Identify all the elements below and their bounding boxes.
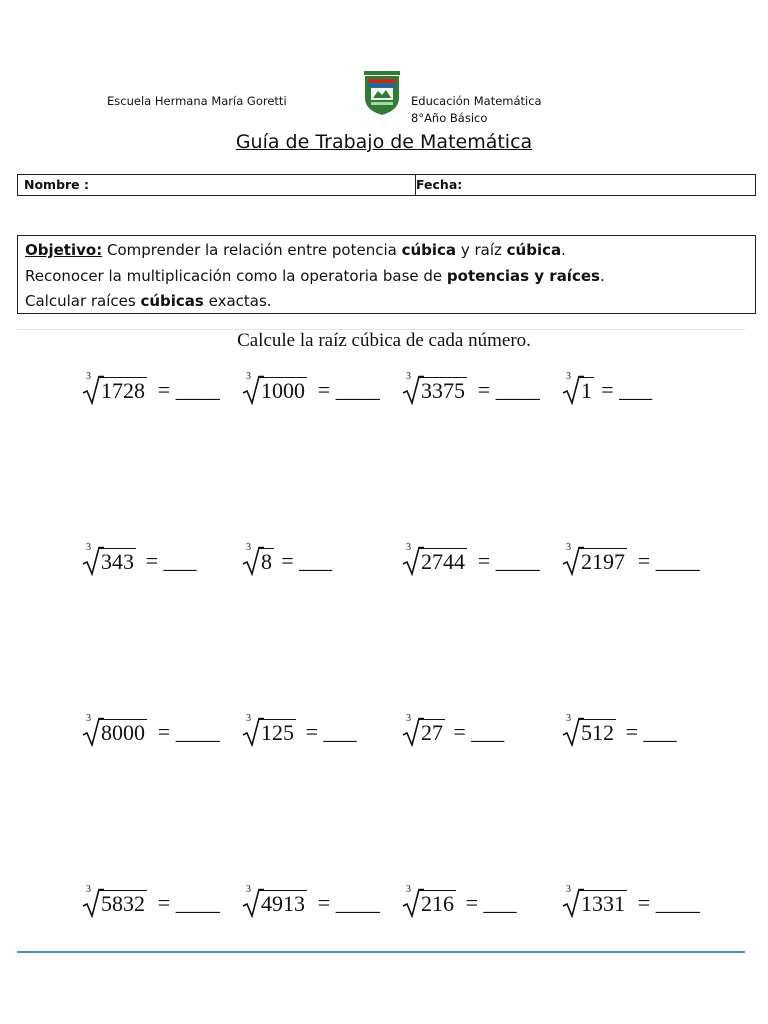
answer-blank[interactable]: = ___ [625,719,677,744]
root-index: 3 [86,542,91,553]
school-crest-icon [363,70,401,116]
objective-emphasis: cúbica [401,241,457,259]
answer-blank[interactable]: = ____ [157,719,220,744]
radicand: 4913 [261,891,305,916]
radicand: 2744 [421,549,465,574]
radicand: 1000 [261,378,305,403]
radicand: 2197 [581,549,625,574]
root-index: 3 [566,371,571,382]
answer-blank[interactable]: = ___ [601,377,653,402]
answer-blank[interactable]: = ____ [637,548,700,573]
radicand: 125 [261,720,294,745]
answer-blank[interactable]: = ____ [317,890,380,915]
school-name: Escuela Hermana María Goretti [107,94,287,108]
date-label: Fecha: [416,177,463,192]
answer-blank[interactable]: = ____ [477,548,540,573]
grade-label: 8°Año Básico [411,111,488,125]
objective-emphasis: potencias y raíces [446,266,600,285]
radicand: 27 [421,720,443,745]
objective-text: Comprender la relación entre potencia [102,241,402,259]
root-index: 3 [406,713,411,724]
answer-blank[interactable]: = ____ [637,890,700,915]
name-label: Nombre : [24,177,90,192]
page-title: Guía de Trabajo de Matemática [235,131,533,153]
objective-emphasis: cúbica [506,241,562,259]
radicand: 512 [581,720,614,745]
root-index: 3 [246,542,251,553]
radicand: 1 [581,378,592,403]
student-info-table [17,174,756,196]
objective-text: . [599,266,605,285]
root-index: 3 [86,713,91,724]
name-field[interactable] [18,175,416,195]
department-info [411,93,542,127]
radicand: 3375 [421,378,465,403]
answer-blank[interactable]: = ____ [157,890,220,915]
root-index: 3 [406,371,411,382]
answer-blank[interactable]: = ___ [145,548,197,573]
root-index: 3 [406,542,411,553]
objective-text: Calcular raíces [25,292,141,310]
root-index: 3 [86,371,91,382]
root-index: 3 [406,884,411,895]
footer-line [17,951,745,953]
answer-blank[interactable]: = ___ [465,890,517,915]
objective-line-3 [25,289,748,315]
radicand: 8000 [101,720,145,745]
radicand: 1331 [581,891,625,916]
date-field[interactable] [410,175,462,195]
answer-blank[interactable]: = ___ [453,719,505,744]
objective-text: . [561,241,566,259]
department-name: Educación Matemática [411,94,542,108]
root-index: 3 [246,884,251,895]
answer-blank[interactable]: = ____ [317,377,380,402]
exercise-instruction: Calcule la raíz cúbica de cada número. [237,330,531,351]
objective-text: y raíz [456,241,507,259]
objective-emphasis: cúbicas [140,292,204,310]
answer-blank[interactable]: = ____ [477,377,540,402]
objective-text: exactas. [203,292,272,310]
objective-line-2 [25,264,748,290]
radicand: 343 [101,549,134,574]
radicand: 1728 [101,378,145,403]
objective-box [17,235,756,314]
root-index: 3 [246,713,251,724]
objective-label: Objetivo: [25,241,103,259]
objective-line-1 [25,238,748,264]
root-index: 3 [246,371,251,382]
root-index: 3 [566,884,571,895]
radicand: 5832 [101,891,145,916]
answer-blank[interactable]: = ___ [281,548,333,573]
root-index: 3 [566,542,571,553]
root-index: 3 [566,713,571,724]
radicand: 216 [421,891,454,916]
root-index: 3 [86,884,91,895]
answer-blank[interactable]: = ___ [305,719,357,744]
objective-text: Reconocer la multiplicación como la operatoria base de [25,266,447,285]
answer-blank[interactable]: = ____ [157,377,220,402]
radicand: 8 [261,549,272,574]
